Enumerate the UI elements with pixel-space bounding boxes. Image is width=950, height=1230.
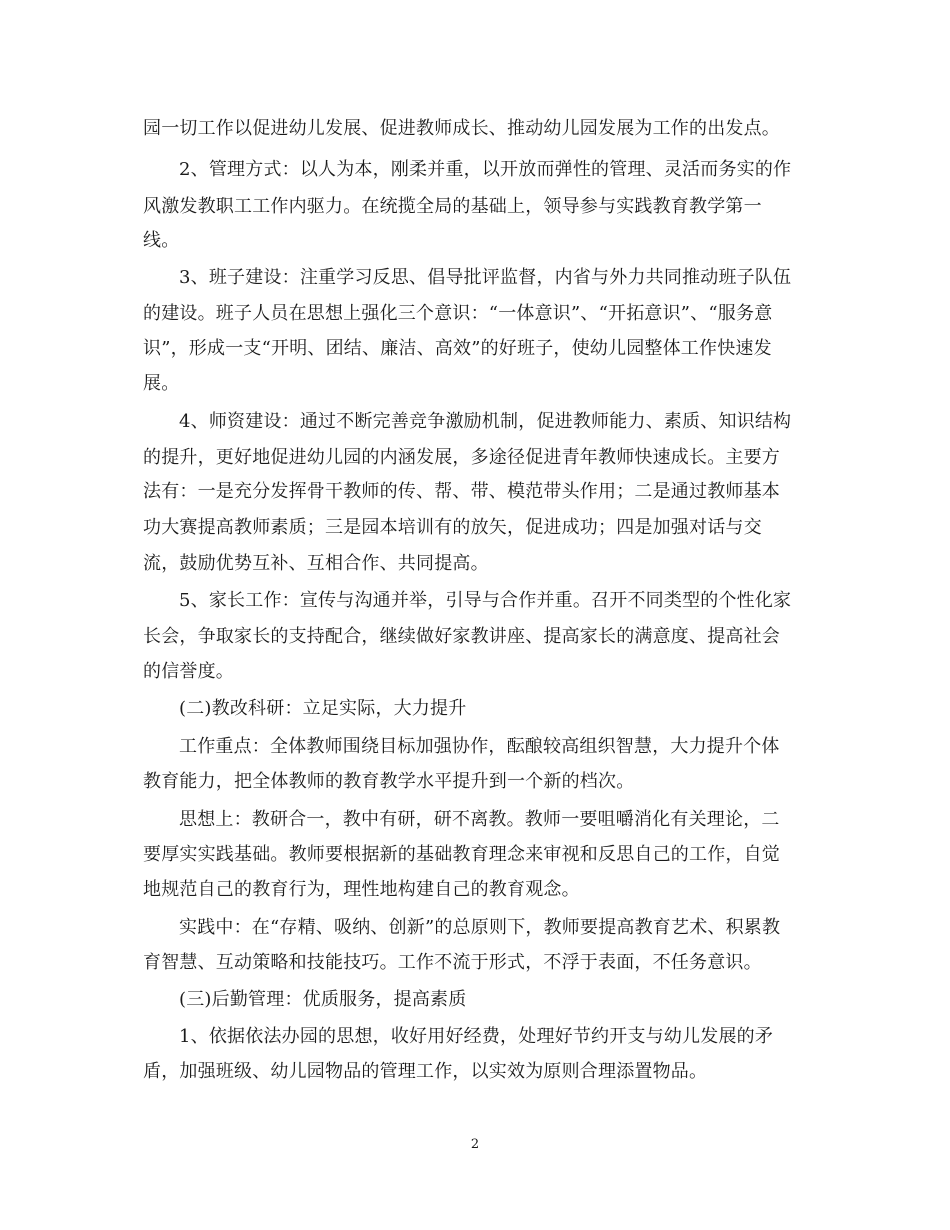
text-line: 育智慧、互动策略和技能技巧。工作不流于形式，不浮于表面，不任务意识。 xyxy=(143,952,762,973)
text-line: 盾，加强班级、幼儿园物品的管理工作，以实效为原则合理添置物品。 xyxy=(143,1061,708,1082)
text-line: 2、管理方式：以人为本，刚柔并重，以开放而弹性的管理、灵活而务实的作 xyxy=(179,159,792,180)
page-number: 2 xyxy=(470,1137,480,1152)
text-line: 法有：一是充分发挥骨干教师的传、帮、带、模范带头作用；二是通过教师基本 xyxy=(143,481,780,502)
text-line: 思想上：教研合一，教中有研，研不离教。教师一要咀嚼消化有关理论，二 xyxy=(179,809,780,830)
text-line: 线。 xyxy=(143,230,180,251)
text-line: 实践中：在“存精、吸纳、创新”的总原则下，教师要提高教育艺术、积累教 xyxy=(179,917,781,938)
text-line: 识”，形成一支“开明、团结、廉洁、高效”的好班子，使幼儿园整体工作快速发 xyxy=(143,338,772,359)
text-line: 园一切工作以促进幼儿发展、促进教师成长、推动幼儿园发展为工作的出发点。 xyxy=(143,118,780,139)
text-line: 长会，争取家长的支持配合，继续做好家教讲座、提高家长的满意度、提高社会 xyxy=(143,626,780,647)
text-line: 的信誉度。 xyxy=(143,661,234,682)
text-line: 的提升，更好地促进幼儿园的内涵发展，多途径促进青年教师快速成长。主要方 xyxy=(143,447,780,468)
text-line: 流，鼓励优势互补、互相合作、共同提高。 xyxy=(143,553,489,574)
text-line: 要厚实实践基础。教师要根据新的基础教育理念来审视和反思自己的工作，自觉 xyxy=(143,844,780,865)
text-line: 的建设。班子人员在思想上强化三个意识：“一体意识”、“开拓意识”、“服务意 xyxy=(143,303,773,324)
text-line: 4、师资建设：通过不断完善竞争激励机制，促进教师能力、素质、知识结构 xyxy=(179,411,792,432)
text-line: 工作重点：全体教师围绕目标加强协作，酝酿较高组织智慧，大力提升个体 xyxy=(179,736,780,757)
text-line: 地规范自己的教育行为，理性地构建自己的教育观念。 xyxy=(143,879,580,900)
text-line: 风激发教职工工作内驱力。在统揽全局的基础上，领导参与实践教育教学第一 xyxy=(143,196,762,217)
text-line: 教育能力，把全体教师的教育教学水平提升到一个新的档次。 xyxy=(143,771,635,792)
text-line: 3、班子建设：注重学习反思、倡导批评监督，内省与外力共同推动班子队伍 xyxy=(179,267,792,288)
section-heading: (二)教改科研：立足实际，大力提升 xyxy=(179,698,467,719)
section-heading: (三)后勤管理：优质服务，提高素质 xyxy=(179,989,467,1010)
text-line: 展。 xyxy=(143,373,180,394)
text-line: 1、依据依法办园的思想，收好用好经费，处理好节约开支与幼儿发展的矛 xyxy=(179,1026,774,1047)
text-line: 5、家长工作：宣传与沟通并举，引导与合作并重。召开不同类型的个性化家 xyxy=(179,590,792,611)
text-line: 功大赛提高教师素质；三是园本培训有的放矢，促进成功；四是加强对话与交 xyxy=(143,517,762,538)
